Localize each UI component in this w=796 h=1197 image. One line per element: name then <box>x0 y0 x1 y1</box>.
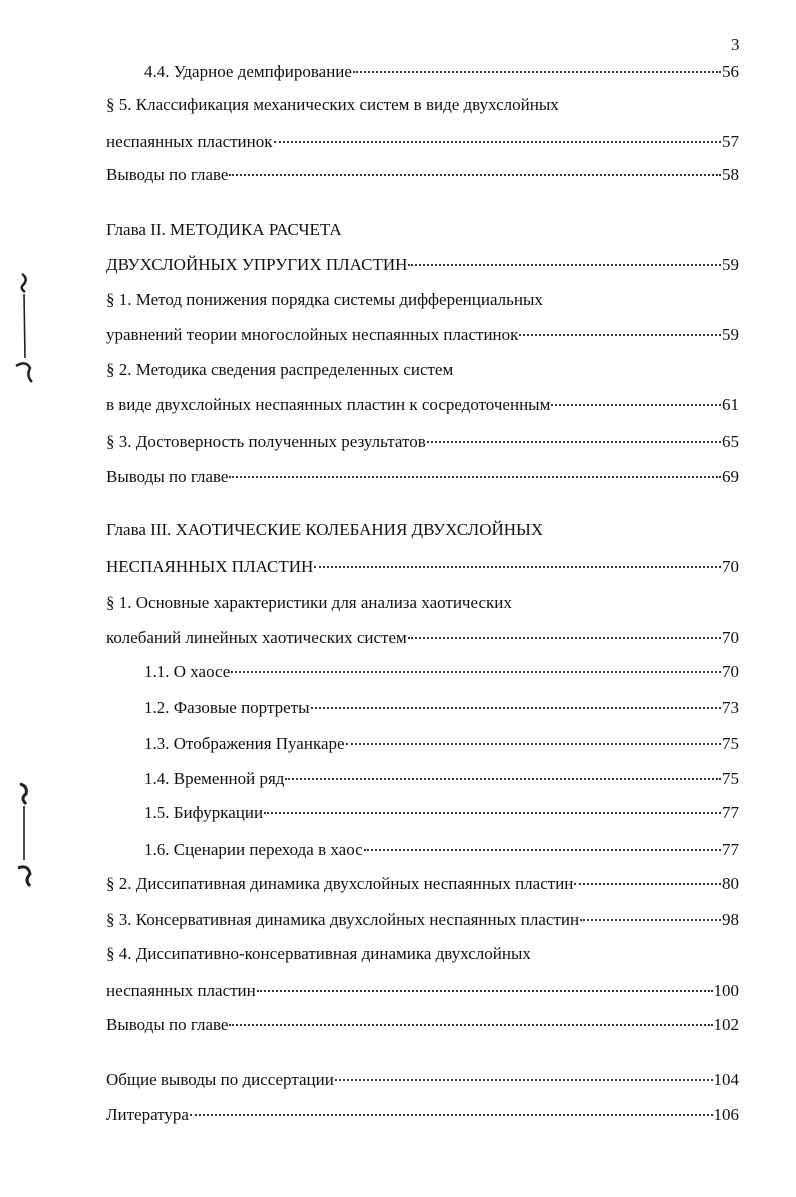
toc-entry <box>106 556 739 578</box>
toc-entry-title: 1.6. Сценарии перехода в хаос <box>144 840 363 859</box>
toc-entry-title: 4.4. Ударное демпфирование <box>144 62 352 81</box>
toc-entry-title: 1.4. Временной ряд <box>144 769 285 788</box>
toc-entry <box>106 1014 739 1036</box>
dot-leader <box>427 441 721 443</box>
toc-entry-title: НЕСПАЯННЫХ ПЛАСТИН <box>106 557 314 576</box>
toc-entry-page: 69 <box>722 467 739 486</box>
toc-entry <box>144 768 739 790</box>
binding-mark-top-icon <box>4 270 44 385</box>
toc-entry-page: 70 <box>722 628 739 647</box>
toc-entry <box>106 1104 739 1126</box>
toc-entry-page: 58 <box>722 165 739 184</box>
toc-entry-page: 106 <box>713 1105 739 1124</box>
dot-leader <box>551 404 721 406</box>
dot-leader <box>364 849 721 851</box>
dot-leader <box>257 990 713 992</box>
toc-entry <box>106 466 739 488</box>
dot-leader <box>264 812 721 814</box>
toc-entry-page: 73 <box>722 698 739 717</box>
dot-leader <box>231 671 721 673</box>
toc-entry-title: в виде двухслойных неспаянных пластин к сосредоточенным <box>106 395 551 414</box>
toc-entry-page: 75 <box>722 734 739 753</box>
toc-entry <box>144 697 739 719</box>
dot-leader <box>314 566 721 568</box>
toc-entry-page: 56 <box>722 62 739 81</box>
toc-entry-title: § 1. Метод понижения порядка системы дифференциальных <box>106 290 543 309</box>
toc-entry-title: Общие выводы по диссертации <box>106 1070 334 1089</box>
toc-entry <box>144 61 739 83</box>
toc-entry-page: 70 <box>722 557 739 576</box>
toc-entry-title: 1.2. Фазовые портреты <box>144 698 310 717</box>
dot-leader <box>353 71 721 73</box>
toc-entry-page: 59 <box>722 255 739 274</box>
dot-leader <box>229 476 721 478</box>
chapter-heading <box>106 219 342 241</box>
toc-entry-title: уравнений теории многослойных неспаянных пластинок <box>106 325 519 344</box>
toc-entry <box>106 909 739 931</box>
toc-entry-page: 104 <box>713 1070 739 1089</box>
toc-entry-title: § 3. Достоверность полученных результатов <box>106 432 426 451</box>
toc-entry-title: неспаянных пластин <box>106 981 256 1000</box>
toc-entry-page: 61 <box>722 395 739 414</box>
toc-entry-page: 57 <box>722 132 739 151</box>
chapter-heading <box>106 519 543 541</box>
toc-entry-page: 80 <box>722 874 739 893</box>
toc-entry <box>106 1069 739 1091</box>
toc-entry <box>106 131 739 153</box>
toc-entry <box>106 324 739 346</box>
dot-leader <box>346 743 721 745</box>
dot-leader <box>408 264 721 266</box>
toc-entry <box>106 592 512 614</box>
toc-entry-page: 102 <box>713 1015 739 1034</box>
toc-entry <box>106 943 531 965</box>
dot-leader <box>274 141 722 143</box>
toc-entry-title: неспаянных пластинок <box>106 132 273 151</box>
toc-entry-page: 100 <box>713 981 739 1000</box>
dot-leader <box>229 174 721 176</box>
dot-leader <box>580 919 721 921</box>
toc-entry-title: Выводы по главе <box>106 165 229 184</box>
dot-leader <box>574 883 721 885</box>
toc-entry <box>144 733 739 755</box>
toc-entry-title: § 2. Диссипативная динамика двухслойных неспаянных пластин <box>106 874 574 893</box>
toc-entry-title: § 4. Диссипативно-консервативная динамика двухслойных <box>106 944 531 963</box>
toc-entry-title: Выводы по главе <box>106 467 229 486</box>
dot-leader <box>285 778 721 780</box>
toc-entry <box>106 164 739 186</box>
toc-entry-title: Глава II. МЕТОДИКА РАСЧЕТА <box>106 220 342 239</box>
page-number: 3 <box>731 35 740 54</box>
toc-entry-page: 75 <box>722 769 739 788</box>
toc-entry <box>106 873 739 895</box>
toc-entry-title: 1.1. О хаосе <box>144 662 231 681</box>
toc-entry-title: ДВУХСЛОЙНЫХ УПРУГИХ ПЛАСТИН <box>106 255 408 274</box>
toc-entry <box>106 254 739 276</box>
dot-leader <box>190 1114 713 1116</box>
dot-leader <box>408 637 721 639</box>
toc-entry-title: § 3. Консервативная динамика двухслойных неспаянных пластин <box>106 910 580 929</box>
toc-entry <box>144 802 739 824</box>
toc-entry-page: 59 <box>722 325 739 344</box>
toc-entry <box>144 839 739 861</box>
toc-entry <box>106 980 739 1002</box>
toc-entry <box>106 431 739 453</box>
toc-entry-title: 1.3. Отображения Пуанкаре <box>144 734 345 753</box>
toc-entry-title: 1.5. Бифуркации <box>144 803 264 822</box>
toc-entry-title: Глава III. ХАОТИЧЕСКИЕ КОЛЕБАНИЯ ДВУХСЛОЙНЫХ <box>106 520 544 539</box>
toc-entry-title: § 5. Классификация механических систем в виде двухслойных <box>106 95 559 114</box>
toc-entry-title: § 2. Методика сведения распределенных систем <box>106 360 454 379</box>
toc-entry <box>106 94 559 116</box>
dot-leader <box>519 334 721 336</box>
toc-entry-page: 98 <box>722 910 739 929</box>
toc-entry <box>106 627 739 649</box>
toc-entry-title: колебаний линейных хаотических систем <box>106 628 407 647</box>
toc-entry-page: 70 <box>722 662 739 681</box>
binding-mark-bottom-icon <box>4 780 44 890</box>
toc-entry <box>106 359 453 381</box>
toc-entry-title: Выводы по главе <box>106 1015 229 1034</box>
toc-entry-title: Литература <box>106 1105 189 1124</box>
toc-entry-page: 65 <box>722 432 739 451</box>
toc-entry-title: § 1. Основные характеристики для анализа хаотических <box>106 593 512 612</box>
dot-leader <box>311 707 722 709</box>
toc-entry <box>144 661 739 683</box>
dot-leader <box>229 1024 712 1026</box>
toc-entry <box>106 394 739 416</box>
toc-entry <box>106 289 543 311</box>
dot-leader <box>335 1079 713 1081</box>
toc-entry-page: 77 <box>722 803 739 822</box>
toc-entry-page: 77 <box>722 840 739 859</box>
